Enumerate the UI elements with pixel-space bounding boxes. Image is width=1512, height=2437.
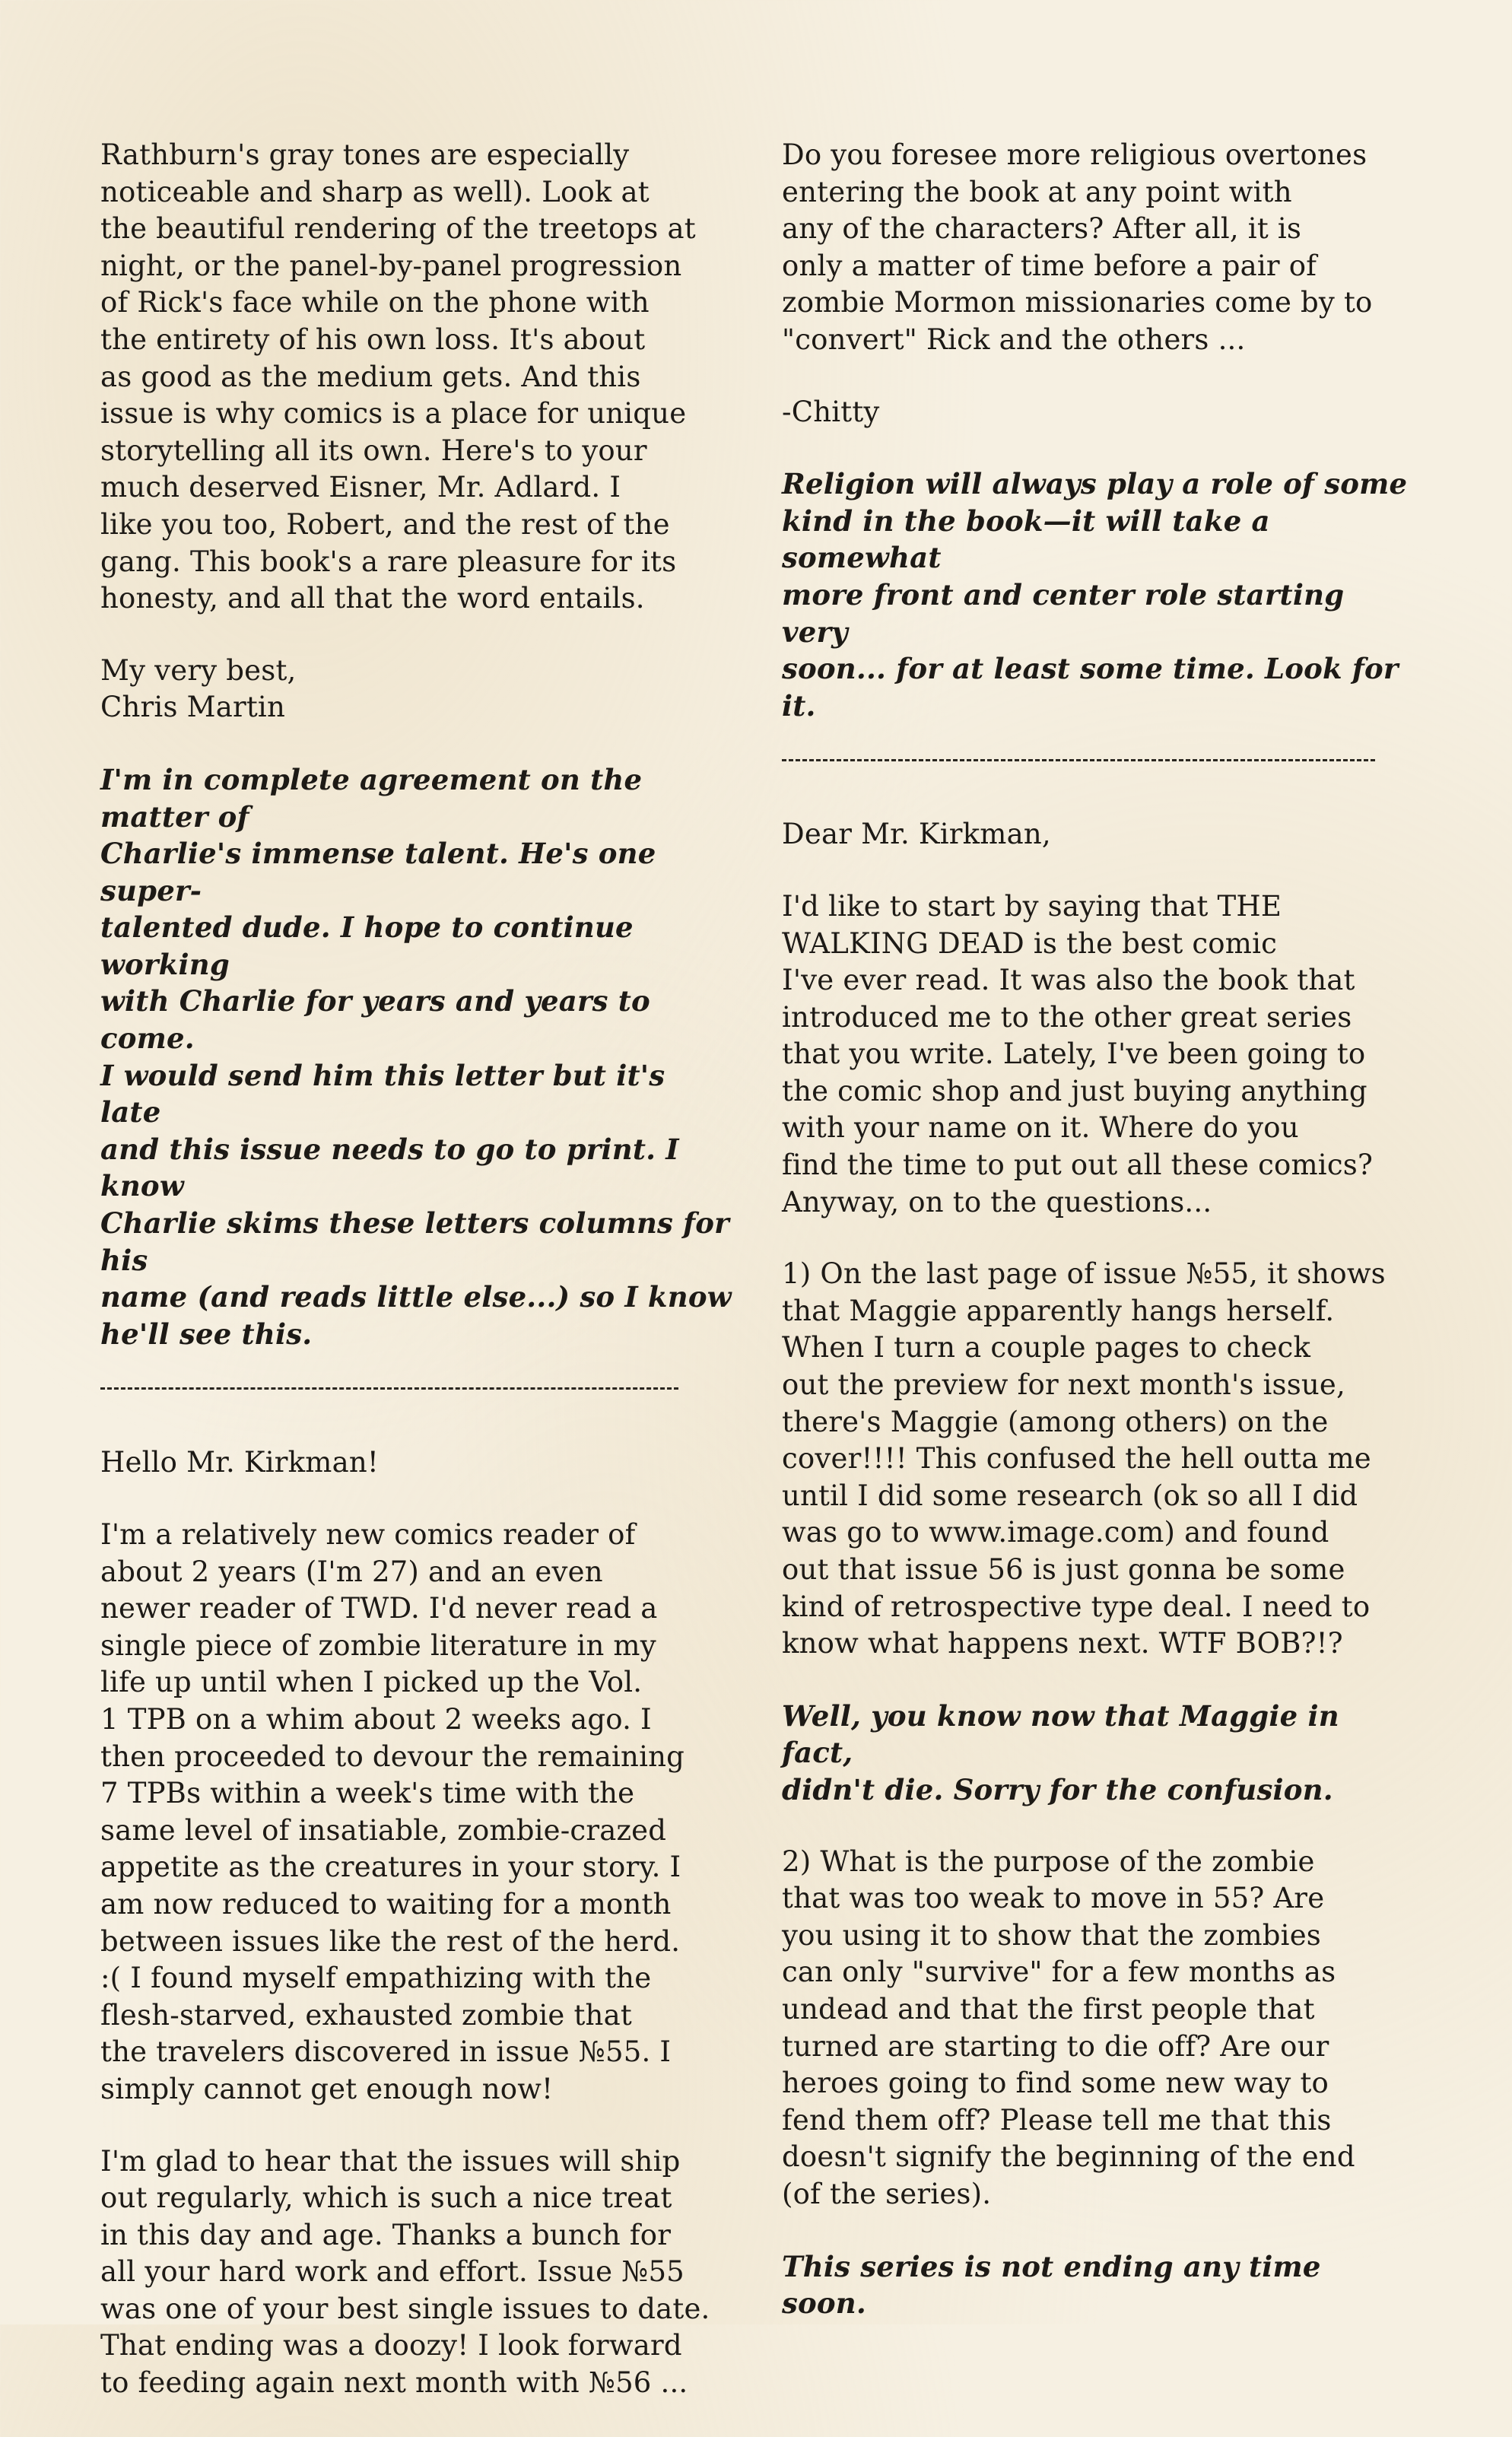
letter-paragraph: I'm a relatively new comics reader of about 2 years (I'm 27) and an even newer reader of TWD. I'd never read a single piece of zombie literature in my life up until when I picked up the Vol. 1 TPB on a whim about 2 weeks ago. I then proceeded to devour the remaining 7 TPBs within a week's time with the same level of insatiable, zombie-crazed appetite as the creatures in your story. I am now reduced to waiting for a month between issues like the rest of the herd. :( I found myself empathizing with the flesh-starved, exhausted zombie that the travelers discovered in issue №55. I simply cannot get enough now!	[100, 1518, 685, 2105]
letter-signature: Chris Martin	[100, 691, 285, 724]
editor-reply: This series is not ending any time soon.	[782, 2249, 1321, 2321]
left-column	[100, 137, 732, 2437]
section-divider	[782, 759, 1375, 761]
editor-reply: Religion will always play a role of some kind in the book—it will take a somewhat more front and center role starting very soon... for at least some time. Look for it.	[782, 467, 1408, 723]
section-divider	[100, 1387, 678, 1390]
letter-greeting: Dear Mr. Kirkman,	[782, 818, 1051, 851]
letter-closing: My very best,	[100, 653, 297, 687]
letter-paragraph: Do you foresee more religious overtones entering the book at any point with any of the characters? After all, it is only a matter of time before a pair of zombie Mormon missionaries come by to "convert" Rick and the others ...	[782, 138, 1373, 356]
editor-reply: I'm in complete agreement on the matter of Charlie's immense talent. He's one super- talented dude. I hope to continue working with Charlie for years and years to come. I would send him this letter but it's late and this issue needs to go to print. I know Charlie skims these letters columns for his name (and reads little else...) so I know he'll see this.	[100, 762, 732, 1351]
letter-paragraph: 2) What is the purpose of the zombie that was too weak to move in 55? Are you using it to show that the zombies can only "survive" for a few months as undead and that the first people that turned are starting to die off? Are our heroes going to find some new way to fend them off? Please tell me that this doesn't signify the beginning of the end (of the series).	[782, 1844, 1355, 2210]
letter-paragraph: 1) On the last page of issue №55, it shows that Maggie apparently hangs herself. When I turn a couple pages to check out the preview for next month's issue, there's Maggie (among others) on the cover!!!! This confused the hell outta me until I did some research (ok so all I did was go to www.image.com) and found out that issue 56 is just gonna be some kind of retrospective type deal. I need to know what happens next. WTF BOB?!?	[782, 1257, 1386, 1660]
letter-paragraph: I'd like to start by saying that THE WALKING DEAD is the best comic I've ever read. It was also the book that introduced me to the other great series that you write. Lately, I've been going to the comic shop and just buying anything with your name on it. Where do you find the time to put out all these comics? Anyway, on to the questions...	[782, 889, 1373, 1218]
letter-closing-block	[100, 653, 732, 726]
right-column	[782, 137, 1413, 2357]
letter-greeting: Hello Mr. Kirkman!	[100, 1446, 379, 1479]
editor-reply: Well, you know now that Maggie in fact, didn't die. Sorry for the confusion.	[782, 1698, 1339, 1806]
letter-signature: -Chitty	[782, 395, 880, 428]
letter-paragraph: Rathburn's gray tones are especially noticeable and sharp as well). Look at the beautiful rendering of the treetops at night, or the panel-by-panel progression of Rick's face while on the phone with the entirety of his own loss. It's about as good as the medium gets. And this issue is why comics is a place for unique storytelling all its own. Here's to your much deserved Eisner, Mr. Adlard. I like you too, Robert, and the rest of the gang. This book's a rare pleasure for its honesty, and all that the word entails.	[100, 138, 696, 615]
letter-paragraph: I'm glad to hear that the issues will ship out regularly, which is such a nice treat in this day and age. Thanks a bunch for all your hard work and effort. Issue №55 was one of your best single issues to date. That ending was a doozy! I look forward to feeding again next month with №56 ...	[100, 2144, 710, 2400]
